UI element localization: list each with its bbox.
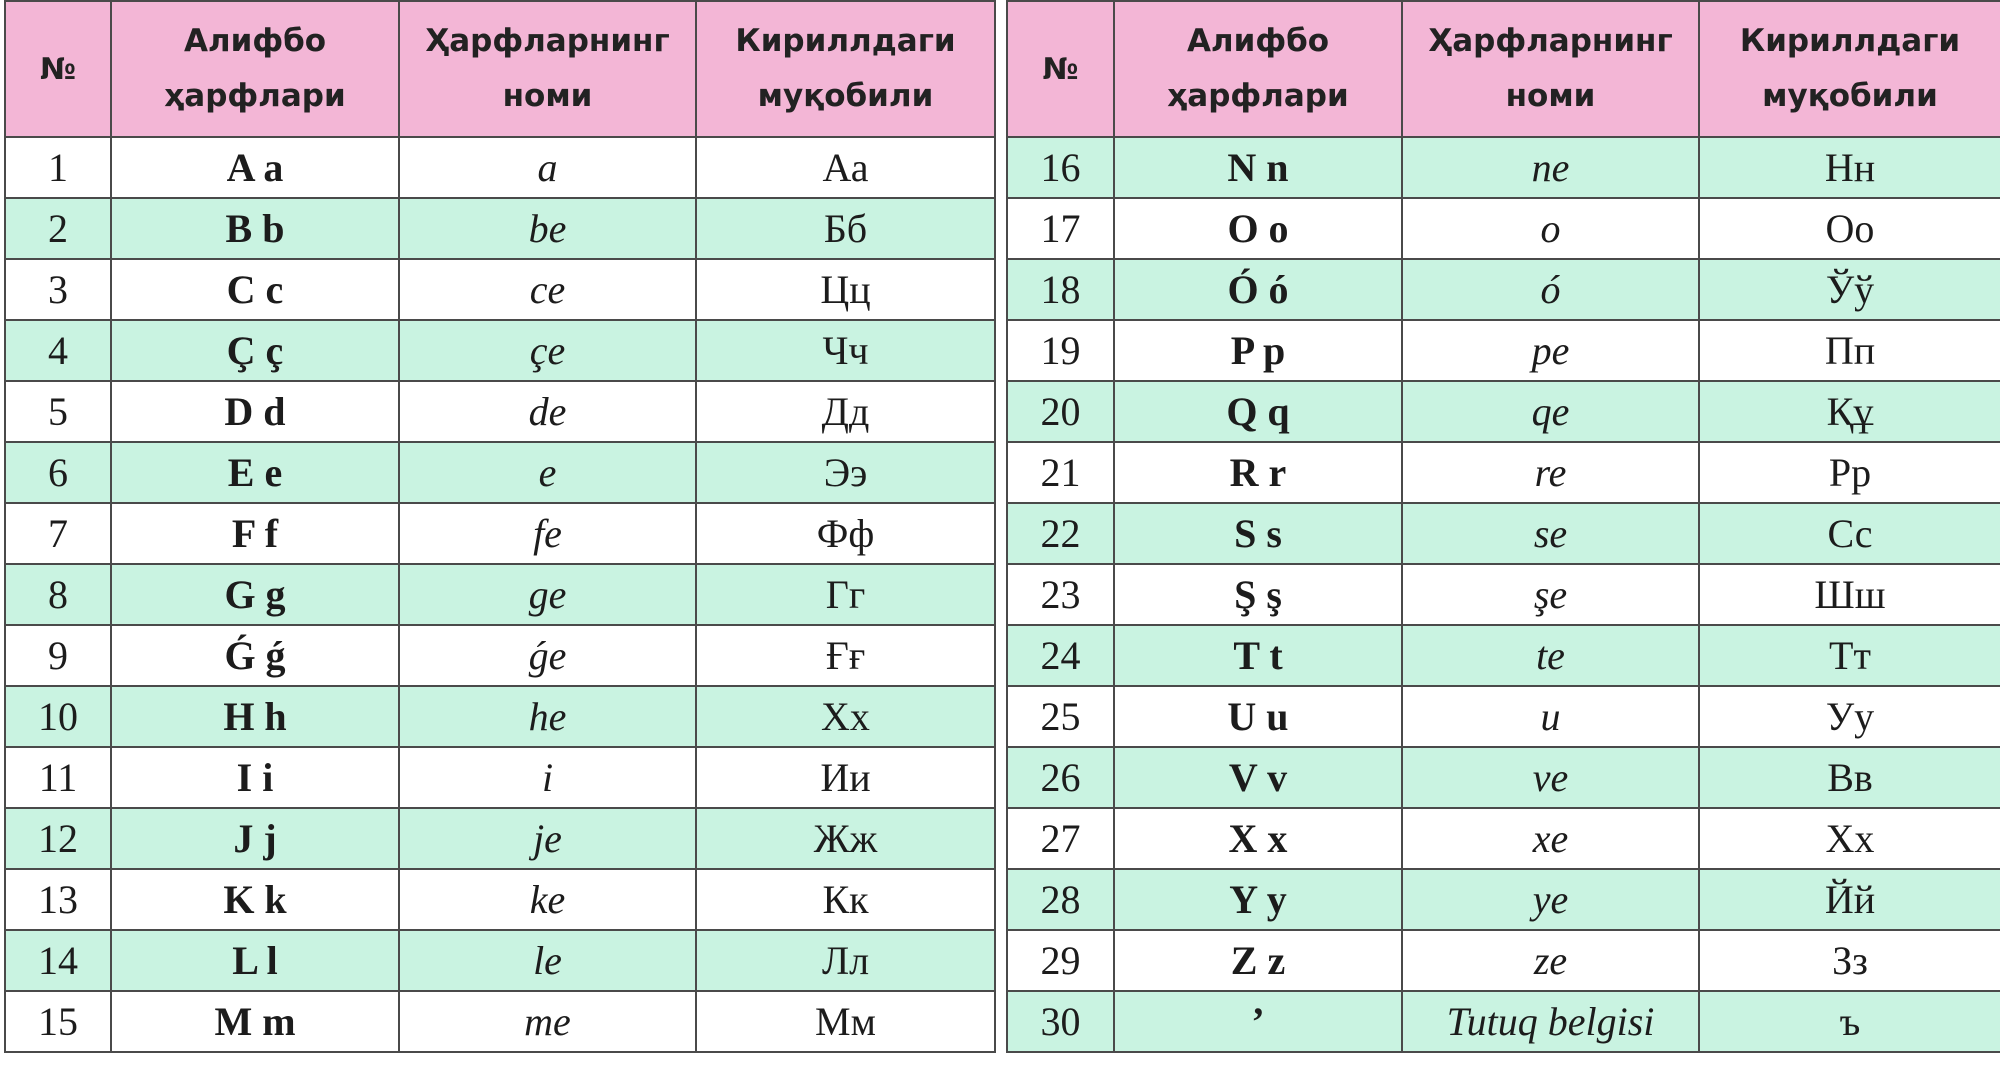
row-cyrillic: Ўў [1699,259,2000,320]
row-letter-name: ǵe [399,625,696,686]
row-number: 26 [1007,747,1114,808]
row-letter-name: ye [1402,869,1699,930]
row-number: 25 [1007,686,1114,747]
row-cyrillic: Пп [1699,320,2000,381]
row-cyrillic: Ээ [696,442,995,503]
row-letter: D d [111,381,399,442]
row-cyrillic: Уу [1699,686,2000,747]
row-letter-name: ze [1402,930,1699,991]
row-number: 14 [5,930,111,991]
row-letter-name: fe [399,503,696,564]
table-row [1007,625,2000,686]
row-letter: V v [1114,747,1402,808]
row-number: 8 [5,564,111,625]
header-name: Ҳарфларнинг номи [399,1,696,137]
row-letter-name: ve [1402,747,1699,808]
row-letter: A a [111,137,399,198]
row-letter-name: ge [399,564,696,625]
row-letter: N n [1114,137,1402,198]
row-cyrillic: Ии [696,747,995,808]
row-letter-name: he [399,686,696,747]
row-letter: I i [111,747,399,808]
row-number: 27 [1007,808,1114,869]
row-number: 29 [1007,930,1114,991]
table-row [5,625,995,686]
row-letter: C c [111,259,399,320]
row-number: 6 [5,442,111,503]
row-letter-name: je [399,808,696,869]
row-number: 3 [5,259,111,320]
row-letter: B b [111,198,399,259]
row-cyrillic: Құ [1699,381,2000,442]
row-letter-name: Tutuq belgisi [1402,991,1699,1052]
row-letter: Ǵ ǵ [111,625,399,686]
row-cyrillic: Бб [696,198,995,259]
row-cyrillic: Вв [1699,747,2000,808]
row-letter: J j [111,808,399,869]
table-row [1007,991,2000,1052]
row-number: 20 [1007,381,1114,442]
row-number: 10 [5,686,111,747]
row-letter-name: a [399,137,696,198]
table-row [5,808,995,869]
row-cyrillic: Шш [1699,564,2000,625]
row-letter-name: e [399,442,696,503]
row-cyrillic: Рр [1699,442,2000,503]
row-letter: F f [111,503,399,564]
row-cyrillic: Кк [696,869,995,930]
table-row [5,503,995,564]
table-row [1007,137,2000,198]
table-row [1007,930,2000,991]
row-number: 23 [1007,564,1114,625]
row-letter-name: te [1402,625,1699,686]
table-row [5,442,995,503]
header-letters: Алифбо ҳарфлари [1114,1,1402,137]
row-letter: P p [1114,320,1402,381]
row-letter: M m [111,991,399,1052]
row-letter-name: pe [1402,320,1699,381]
row-cyrillic: Зз [1699,930,2000,991]
header-number: № [5,1,111,137]
row-number: 21 [1007,442,1114,503]
row-number: 5 [5,381,111,442]
table-row [1007,808,2000,869]
table-row [5,198,995,259]
row-letter: S s [1114,503,1402,564]
row-letter: K k [111,869,399,930]
table-row [5,564,995,625]
table-row [1007,259,2000,320]
row-letter-name: be [399,198,696,259]
row-cyrillic: Цц [696,259,995,320]
row-letter: Ç ç [111,320,399,381]
row-cyrillic: Тт [1699,625,2000,686]
row-number: 17 [1007,198,1114,259]
row-cyrillic: Аа [696,137,995,198]
row-letter: Ó ó [1114,259,1402,320]
row-letter: L l [111,930,399,991]
header-row [5,1,995,137]
table-row [1007,198,2000,259]
header-row [1007,1,2000,137]
row-cyrillic: Ғғ [696,625,995,686]
row-number: 11 [5,747,111,808]
row-cyrillic: Сс [1699,503,2000,564]
header-letters: Алифбо ҳарфлари [111,1,399,137]
row-cyrillic: Жж [696,808,995,869]
row-cyrillic: Мм [696,991,995,1052]
row-number: 1 [5,137,111,198]
table-row [5,259,995,320]
row-letter-name: ce [399,259,696,320]
row-cyrillic: Йй [1699,869,2000,930]
row-letter-name: i [399,747,696,808]
row-number: 18 [1007,259,1114,320]
row-cyrillic: Оо [1699,198,2000,259]
alphabet-table-right [1006,0,2000,1053]
row-letter-name: çe [399,320,696,381]
row-letter-name: ne [1402,137,1699,198]
row-letter-name: qe [1402,381,1699,442]
row-letter-name: de [399,381,696,442]
row-letter-name: ó [1402,259,1699,320]
row-letter: Q q [1114,381,1402,442]
row-letter: E e [111,442,399,503]
table-row [1007,503,2000,564]
row-letter-name: re [1402,442,1699,503]
row-number: 19 [1007,320,1114,381]
table-row [1007,320,2000,381]
row-number: 22 [1007,503,1114,564]
table-row [5,930,995,991]
row-cyrillic: Чч [696,320,995,381]
row-letter-name: ke [399,869,696,930]
row-letter: Z z [1114,930,1402,991]
row-number: 15 [5,991,111,1052]
header-cyrillic: Кириллдаги муқобили [1699,1,2000,137]
row-letter: T t [1114,625,1402,686]
row-letter: Ş ş [1114,564,1402,625]
row-number: 2 [5,198,111,259]
table-row [1007,747,2000,808]
row-letter-name: u [1402,686,1699,747]
row-cyrillic: Нн [1699,137,2000,198]
row-letter-name: le [399,930,696,991]
table-row [1007,686,2000,747]
row-letter: R r [1114,442,1402,503]
row-letter: ’ [1114,991,1402,1052]
table-row [5,320,995,381]
row-letter: U u [1114,686,1402,747]
row-number: 30 [1007,991,1114,1052]
row-number: 7 [5,503,111,564]
row-number: 9 [5,625,111,686]
table-row [5,991,995,1052]
row-letter: H h [111,686,399,747]
row-letter-name: me [399,991,696,1052]
row-cyrillic: Хх [696,686,995,747]
row-letter: G g [111,564,399,625]
row-letter-name: se [1402,503,1699,564]
table-row [1007,869,2000,930]
table-row [5,381,995,442]
row-number: 4 [5,320,111,381]
row-number: 16 [1007,137,1114,198]
row-letter: X x [1114,808,1402,869]
header-number: № [1007,1,1114,137]
row-letter: O o [1114,198,1402,259]
row-cyrillic: ъ [1699,991,2000,1052]
row-cyrillic: Дд [696,381,995,442]
row-cyrillic: Лл [696,930,995,991]
table-row [5,686,995,747]
table-row [1007,564,2000,625]
table-row [1007,381,2000,442]
row-letter: Y y [1114,869,1402,930]
table-row [5,137,995,198]
row-letter-name: o [1402,198,1699,259]
row-number: 28 [1007,869,1114,930]
alphabet-table-left [4,0,996,1053]
row-number: 12 [5,808,111,869]
row-cyrillic: Гг [696,564,995,625]
table-row [1007,442,2000,503]
row-number: 13 [5,869,111,930]
header-cyrillic: Кириллдаги муқобили [696,1,995,137]
row-cyrillic: Хх [1699,808,2000,869]
header-name: Ҳарфларнинг номи [1402,1,1699,137]
row-letter-name: şe [1402,564,1699,625]
table-row [5,869,995,930]
row-letter-name: xe [1402,808,1699,869]
table-row [5,747,995,808]
row-cyrillic: Фф [696,503,995,564]
row-number: 24 [1007,625,1114,686]
